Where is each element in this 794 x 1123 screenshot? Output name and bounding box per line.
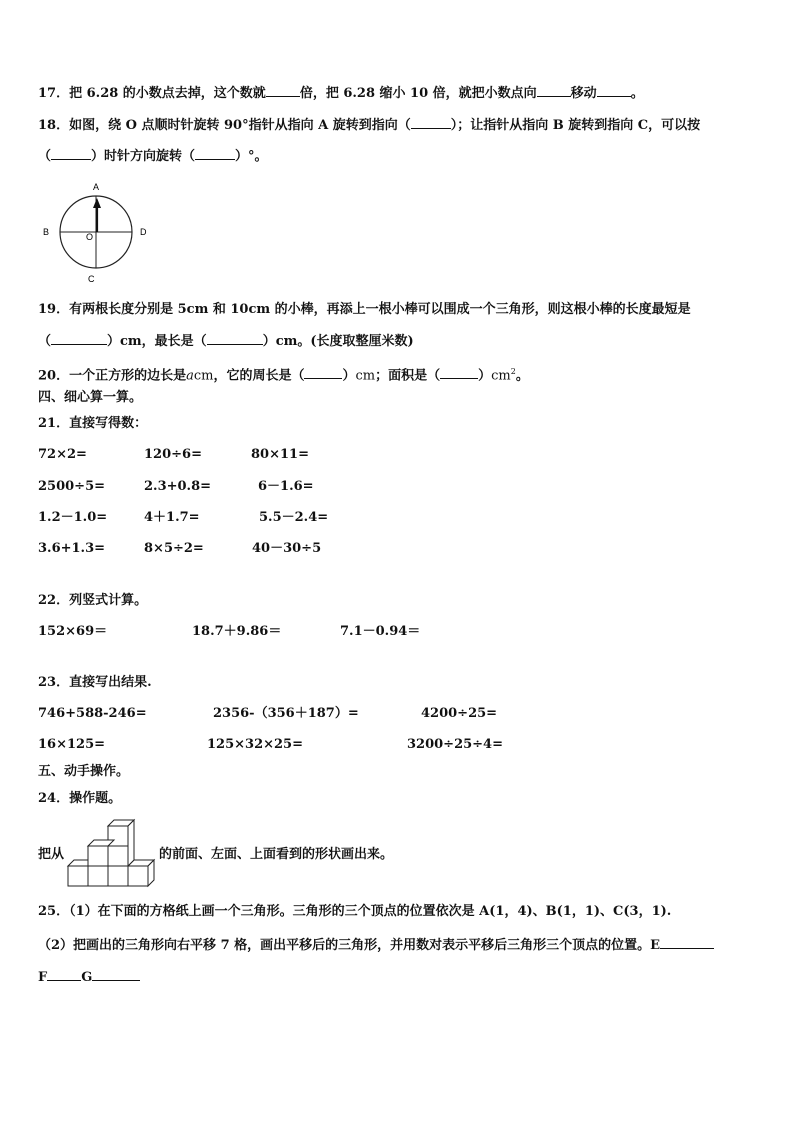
question-22-title: 22．列竖式计算。 (38, 593, 148, 608)
question-24-title: 24．操作题。 (38, 791, 122, 806)
answer-blank[interactable] (440, 364, 478, 379)
calc-item: 18.7＋9.86＝ (192, 624, 282, 639)
calc-item: 6－1.6= (258, 479, 314, 494)
calc-item: 40－30÷5 (252, 541, 322, 556)
label-C: C (88, 274, 95, 284)
question-24-suffix: 的前面、左面、上面看到的形状画出来。 (159, 847, 394, 862)
question-21-title: 21．直接写得数： (38, 416, 148, 431)
calc-item: 7.1－0.94＝ (340, 624, 421, 639)
question-18-line1: 18．如图，绕 O 点顺时针旋转 90°指针从指向 A 旋转到指向（ ）；让指针从指向 B 旋转到指向 C，可以按 (38, 114, 700, 136)
answer-blank[interactable] (597, 82, 631, 97)
label-A: A (93, 182, 100, 192)
calc-item: 1.2－1.0= (38, 510, 108, 525)
answer-blank[interactable] (195, 145, 235, 160)
answer-blank[interactable] (266, 82, 300, 97)
calc-item: 120÷6= (144, 447, 202, 462)
question-18-line2: （ ）时针方向旋转（ ）°。 (38, 145, 268, 167)
section-4-heading: 四、细心算一算。 (38, 390, 143, 405)
section-5-heading: 五、动手操作。 (38, 764, 130, 779)
calc-item: 2356-（356＋187）= (213, 706, 359, 721)
answer-blank[interactable] (411, 114, 451, 129)
answer-blank[interactable] (51, 330, 107, 345)
calc-item: 72×2= (38, 447, 87, 462)
question-17: 17．把 6.28 的小数点去掉，这个数就 倍，把 6.28 缩小 10 倍，就把小数点向 移动 。 (38, 82, 644, 104)
label-B: B (43, 227, 50, 237)
answer-blank[interactable] (537, 82, 571, 97)
question-19-line2: （ ）cm，最长是（ ）cm。(长度取整厘米数) (38, 330, 414, 352)
question-25-line1: 25．（1）在下面的方格纸上画一个三角形。三角形的三个顶点的位置依次是 A(1，4)、B(1，1)、C(3，1). (38, 904, 672, 919)
calc-item: 3200÷25÷4= (407, 737, 503, 752)
answer-blank[interactable] (660, 934, 714, 949)
question-19-line1: 19．有两根长度分别是 5cm 和 10cm 的小棒，再添上一根小棒可以围成一个三角形，则这根小棒的长度最短是 (38, 302, 691, 317)
answer-blank[interactable] (51, 145, 91, 160)
question-23-title: 23．直接写出结果. (38, 675, 152, 690)
calc-item: 2.3+0.8= (144, 479, 212, 494)
calc-item: 8×5÷2= (144, 541, 204, 556)
label-O: O (86, 232, 94, 242)
question-25-line2: （2）把画出的三角形向右平移 7 格，画出平移后的三角形，并用数对表示平移后三角形三个顶点的位置。E (38, 934, 714, 956)
label-D: D (140, 227, 147, 237)
calc-item: 3.6+1.3= (38, 541, 106, 556)
answer-blank[interactable] (207, 330, 263, 345)
pointer-arrowhead-icon (93, 198, 101, 208)
cube-stack-figure (66, 818, 158, 890)
calc-item: 746+588-246= (38, 706, 147, 721)
question-25-line3: F G (38, 966, 140, 988)
calc-item: 4＋1.7= (144, 510, 200, 525)
question-20: 20．一个正方形的边长是acm，它的周长是（ ）cm；面积是（ ）$cm^2$。 (38, 362, 529, 386)
calc-item: 2500÷5= (38, 479, 106, 494)
calc-item: 152×69＝ (38, 624, 108, 639)
calc-item: 80×11= (251, 447, 309, 462)
answer-blank[interactable] (304, 364, 342, 379)
calc-item: 125×32×25= (207, 737, 303, 752)
answer-blank[interactable] (92, 966, 140, 981)
question-24-prefix: 把从 (38, 847, 65, 862)
answer-blank[interactable] (47, 966, 81, 981)
calc-item: 16×125= (38, 737, 106, 752)
clock-rotation-figure (38, 178, 158, 288)
calc-item: 4200÷25= (421, 706, 498, 721)
calc-item: 5.5－2.4= (259, 510, 329, 525)
